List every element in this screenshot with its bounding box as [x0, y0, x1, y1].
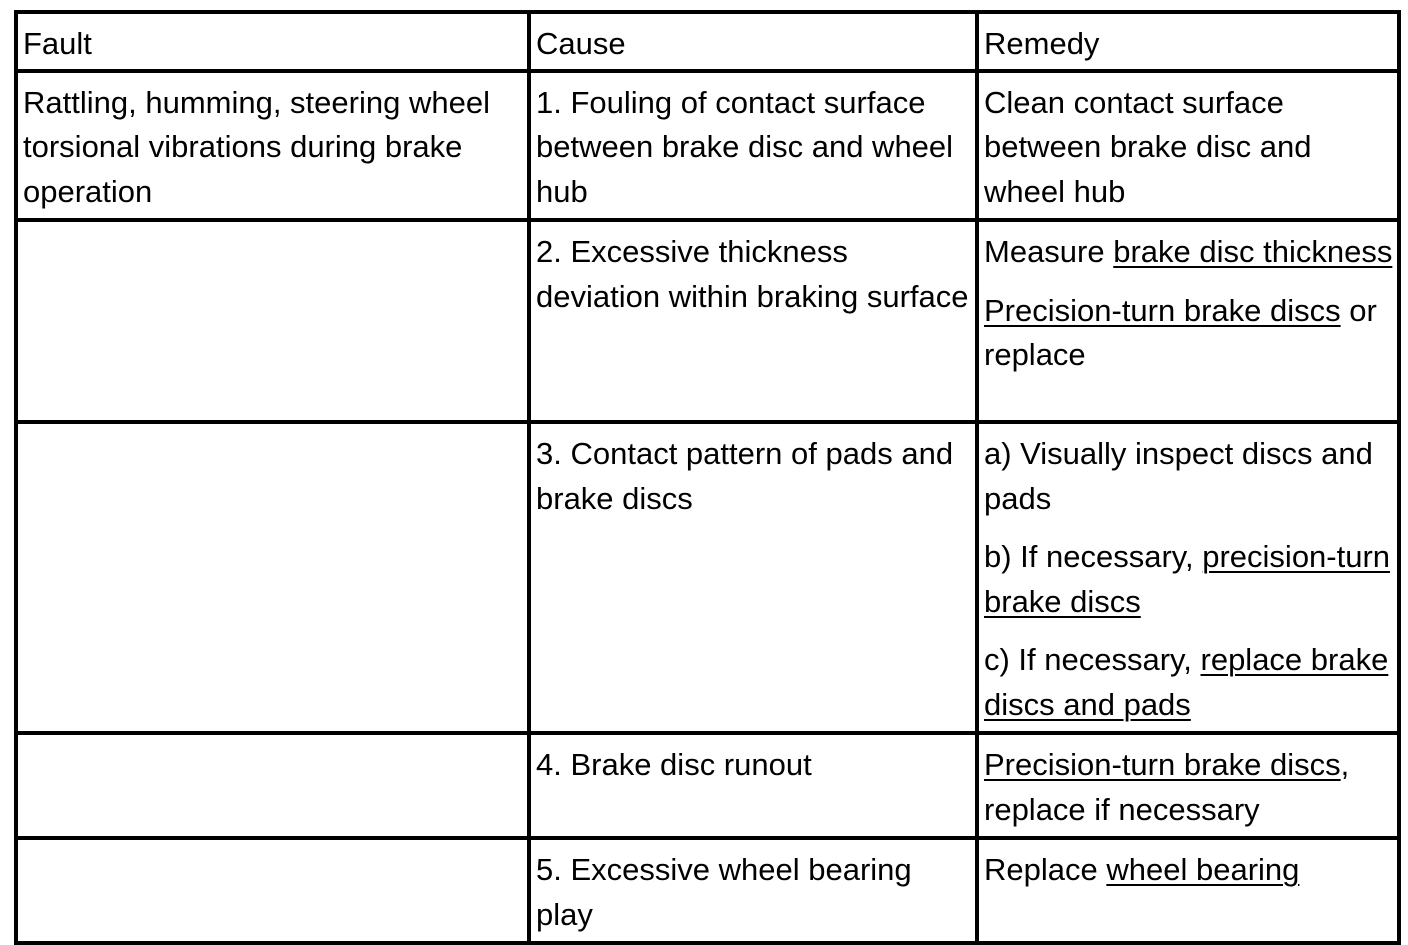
remedy-text: b) If necessary,: [984, 539, 1203, 574]
remedy-cell: [977, 422, 1399, 733]
reference-link[interactable]: Precision-turn brake discs: [984, 292, 1341, 328]
remedy-text: Clean contact surface between brake disc and wheel hub: [984, 84, 1312, 209]
remedy-text: Measure: [984, 234, 1114, 269]
table-body: [16, 71, 1399, 944]
remedy-cell: [977, 220, 1399, 422]
remedy-cell: [977, 838, 1399, 943]
remedy-text: or replace: [984, 292, 1377, 372]
fault-cell: [16, 220, 529, 422]
reference-link[interactable]: wheel bearing: [1106, 852, 1300, 887]
reference-link[interactable]: Precision-turn brake discs: [984, 747, 1341, 782]
remedy-paragraph: [984, 535, 1395, 624]
fault-cell: [16, 838, 529, 943]
reference-link[interactable]: replace brake discs and pads: [984, 642, 1389, 722]
cause-cell: 5. Excessive wheel bearing play: [529, 838, 977, 943]
remedy-text: c) If necessary,: [984, 642, 1201, 677]
remedy-paragraph: [984, 230, 1395, 275]
column-header-cause: Cause: [529, 12, 977, 71]
remedy-cell: [977, 71, 1399, 221]
table-row: [16, 220, 1399, 422]
table-row: [16, 838, 1399, 943]
column-header-fault: Fault: [16, 12, 529, 71]
remedy-paragraph: [984, 81, 1395, 215]
reference-link[interactable]: precision-turn brake discs: [984, 539, 1391, 619]
fault-cell: [16, 422, 529, 733]
reference-link[interactable]: brake disc thickness: [1113, 234, 1393, 269]
remedy-text: , replace if necessary: [984, 747, 1350, 827]
remedy-cell: [977, 733, 1399, 838]
remedy-paragraph: [984, 432, 1395, 521]
fault-cell: [16, 733, 529, 838]
table-row: [16, 422, 1399, 733]
troubleshooting-table: [14, 10, 1401, 945]
cause-cell: 3. Contact pattern of pads and brake discs: [529, 422, 977, 733]
table-row: [16, 733, 1399, 838]
remedy-text: Replace: [984, 852, 1107, 887]
remedy-paragraph: [984, 848, 1395, 893]
remedy-paragraph: [984, 743, 1395, 832]
remedy-paragraph: [984, 289, 1395, 378]
table-header-row: [16, 12, 1399, 71]
column-header-remedy: Remedy: [977, 12, 1399, 71]
cause-cell: 2. Excessive thickness deviation within braking surface: [529, 220, 977, 422]
troubleshooting-table-container: [14, 10, 1397, 945]
remedy-paragraph: [984, 638, 1395, 727]
table-row: [16, 71, 1399, 221]
remedy-text: a) Visually inspect discs and pads: [984, 436, 1373, 516]
cause-cell: 4. Brake disc runout: [529, 733, 977, 838]
fault-cell: Rattling, humming, steering wheel torsional vibrations during brake operation: [16, 71, 529, 221]
cause-cell: 1. Fouling of contact surface between brake disc and wheel hub: [529, 71, 977, 221]
